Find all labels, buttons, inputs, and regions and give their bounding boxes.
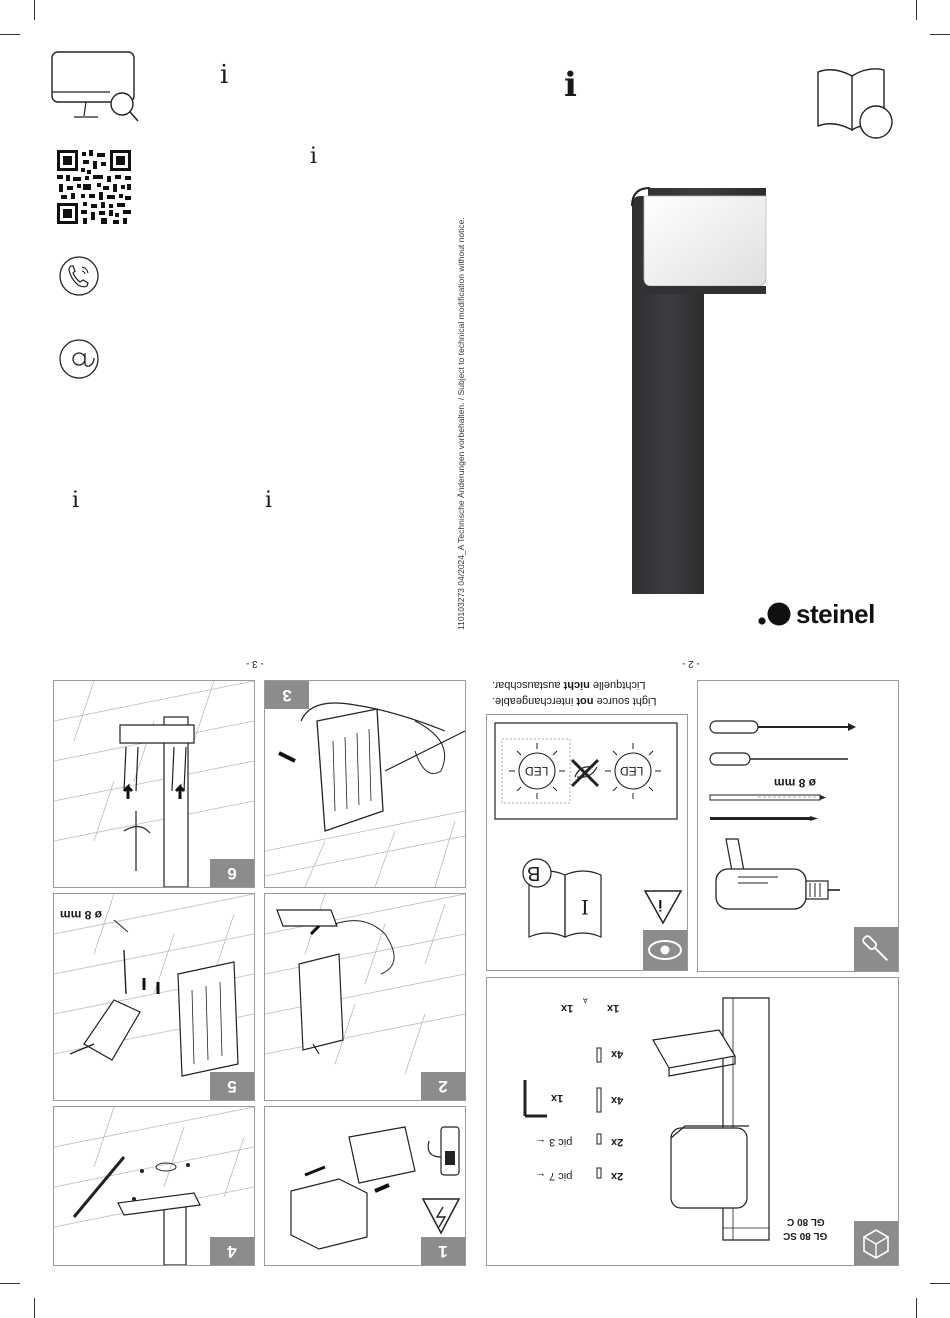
step-5-drawing [54,894,254,1100]
crop-mark [930,34,950,35]
model-name-b: GL 80 C [787,1216,825,1227]
notice-line-en: Light source not interchangeable. [492,695,657,707]
led-label-left: LED [525,764,549,778]
info-mark: i [310,144,318,169]
drill-size-label: ø 8 mm [774,776,817,790]
email-at-icon [58,338,100,380]
panel-led-notice [486,714,688,971]
contents-row-extra: 1x [551,1092,564,1104]
led-label-right: LED [620,764,644,778]
page-number-left: - 3 - [246,658,264,669]
manual-letter-i: I [581,895,589,919]
step-panel-4 [53,1106,255,1266]
contents-row-note: A [583,996,588,1003]
brand-logo [758,600,875,628]
step-panel-3 [264,680,466,888]
step-number: 3 [265,681,309,709]
step-panel-5 [53,893,255,1101]
manual-letter-b: B [527,862,541,884]
panel-contents [486,977,899,1266]
light-source-notice [492,677,682,709]
crop-mark [34,1298,35,1318]
manual-book-icon [812,64,897,144]
step-panel-2 [264,893,466,1101]
crop-mark [916,1298,917,1318]
info-mark: i [564,65,577,105]
step-number: 4 [210,1237,254,1265]
model-name-a: GL 80 SC [783,1230,828,1241]
contents-drawing [487,978,898,1265]
step-panel-1 [264,1106,466,1266]
product-image-bollard [628,186,770,596]
warning-info-i: i [658,896,663,913]
info-mark: i [72,488,80,513]
led-notice-drawing [487,715,687,970]
contents-row-qty: 2x [611,1170,624,1182]
brand-logo-dots [758,601,792,627]
step-6-drawing [54,681,254,887]
phone-icon [58,255,100,297]
contents-row-qty: 1x [607,1002,620,1014]
document-reference-note: 110103273 04/2024_A Technische Änderungen vorbehalten. / Subject to technical modification without notice. [456,217,466,630]
info-mark: i [220,60,229,90]
tools-drawing [698,681,898,971]
step-3-drawing [265,681,465,887]
step-panel-6 [53,680,255,888]
contents-row-qty: 4x [611,1094,624,1106]
contents-row-ref: pic 3 ← [535,1136,573,1148]
qr-code [57,150,131,224]
crop-mark [34,0,35,20]
panel-tools [697,680,899,972]
step-number: 6 [210,859,254,887]
brand-name: steinel [796,598,875,629]
step-5-drill-label: ø 8 mm [60,908,103,922]
step-number: 1 [421,1237,465,1265]
step-number: 5 [210,1072,254,1100]
contents-row-extra: 1x [561,1002,574,1014]
crop-mark [0,1283,20,1284]
contents-row-qty: 2x [611,1136,624,1148]
crop-mark [0,34,20,35]
crop-mark [930,1283,950,1284]
step-number: 2 [421,1072,465,1100]
page-number-right: - 2 - [682,658,700,669]
info-mark: i [265,488,273,513]
crop-mark [916,0,917,20]
contents-row-qty: 4x [611,1048,624,1060]
notice-line-de: Lichtquelle nicht austauschbar. [492,679,646,691]
contents-row-ref: pic 7 ← [535,1170,573,1182]
step-2-drawing [265,894,465,1100]
monitor-search-icon [50,50,140,125]
